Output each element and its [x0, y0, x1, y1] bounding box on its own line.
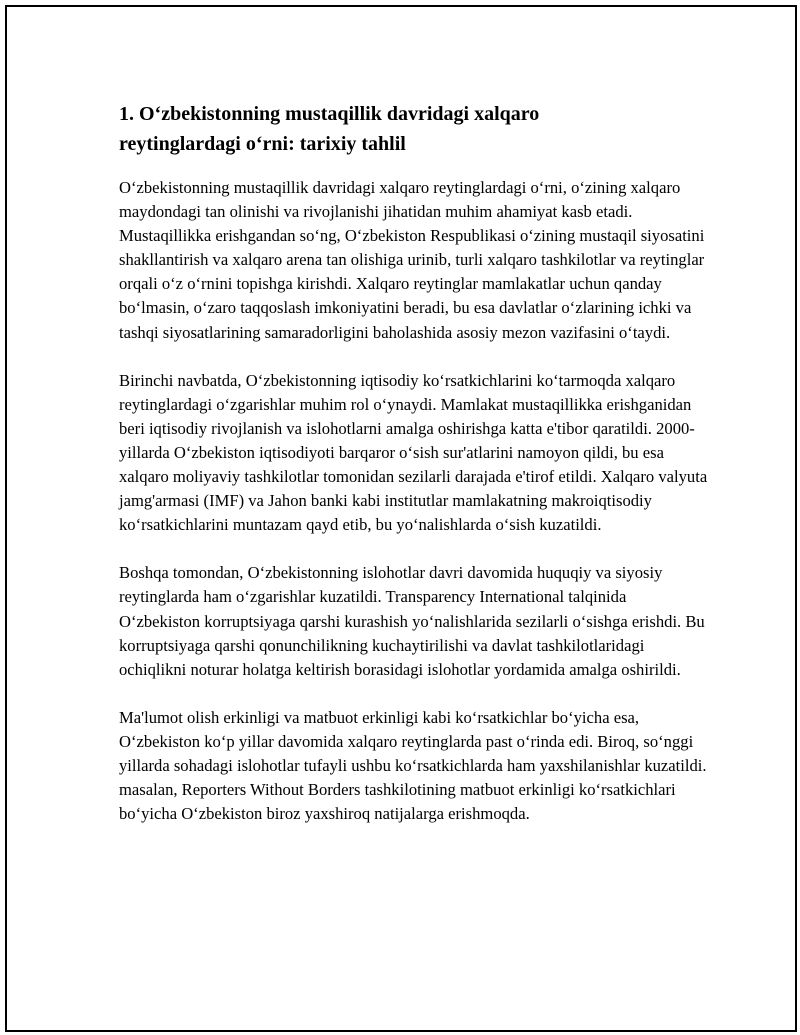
paragraph-4: Ma'lumot olish erkinligi va matbuot erkinligi kabi ko‘rsatkichlar bo‘yicha esa, O‘zbekiston ko‘p yillar davomida xalqaro reytinglarda past o‘rinda edi. Biroq, so‘nggi yillarda sohadagi islohotlar tufayli ushbu ko‘rsatkichlarda ham yaxshilanishlar kuzatildi. masalan, Reporters Without Borders tashkilotining matbuot erkinligi ko‘rsatkichlari bo‘yicha O‘zbekiston biroz yaxshiroq natijalarga erishmoqda. [119, 707, 707, 824]
paragraph-1: O‘zbekistonning mustaqillik davridagi xalqaro reytinglardagi o‘rni, o‘zining xalqaro maydondagi tan olinishi va rivojlanishi jihatidan muhim ahamiyat kasb etadi. Mustaqillikka erishgandan so‘ng, O‘zbekiston Respublikasi o‘zining mustaqil siyosatini shakllantirish va xalqaro arena tan olishiga urinib, turli xalqaro tashkilotlar va reytinglar orqali o‘z o‘rnini topishga kirishdi. Xalqaro reytinglar mamlakatlar uchun qanday bo‘lmasin, o‘zaro taqqoslash imkoniyatini beradi, bu esa davlatlar o‘zlarining ichki va tashqi siyosatlarining samaradorligini baholashida asosiy mezon vazifasini o‘taydi. [119, 178, 705, 342]
paragraph-2: Birinchi navbatda, O‘zbekistonning iqtisodiy ko‘rsatkichlarini ko‘tarmoqda xalqaro reytinglardagi o‘zgarishlar muhim rol o‘ynaydi. Mamlakat mustaqillikka erishganidan beri iqtisodiy rivojlanish va islohotlarni amalga oshirishga katta e'tibor qaratildi. 2000-yillarda O‘zbekiston iqtisodiyoti barqaror o‘sish sur'atlarini namoyon qildi, bu esa xalqaro moliyaviy tashkilotlar tomonidan sezilarli darajada e'tirof etildi. Xalqaro valyuta jamg'armasi (IMF) va Jahon banki kabi institutlar mamlakatning makroiqtisodiy ko‘rsatkichlarini muntazam qayd etib, bu yo‘nalishlarda o‘sish kuzatildi. [119, 370, 708, 535]
paragraph-3: Boshqa tomondan, O‘zbekistonning islohotlar davri davomida huquqiy va siyosiy reytinglarda ham o‘zgarishlar kuzatildi. Transparency International talqinida O‘zbekiston korruptsiyaga qarshi kurashish yo‘nalishlarida sezilarli o‘sishga erishdi. Bu korruptsiyaga qarshi qonunchilikning kuchaytirilishi va davlat tashkilotlaridagi ochiqlikni noturar holatga keltirish borasidagi islohotlar yordamida amalga oshirildi. [119, 563, 705, 679]
section-heading: 1. O‘zbekistonning mustaqillik davridagi xalqaro reytinglardagi o‘rni: tarixiy tahlil [119, 103, 540, 155]
document-body [119, 99, 709, 850]
page-frame [5, 5, 797, 1032]
